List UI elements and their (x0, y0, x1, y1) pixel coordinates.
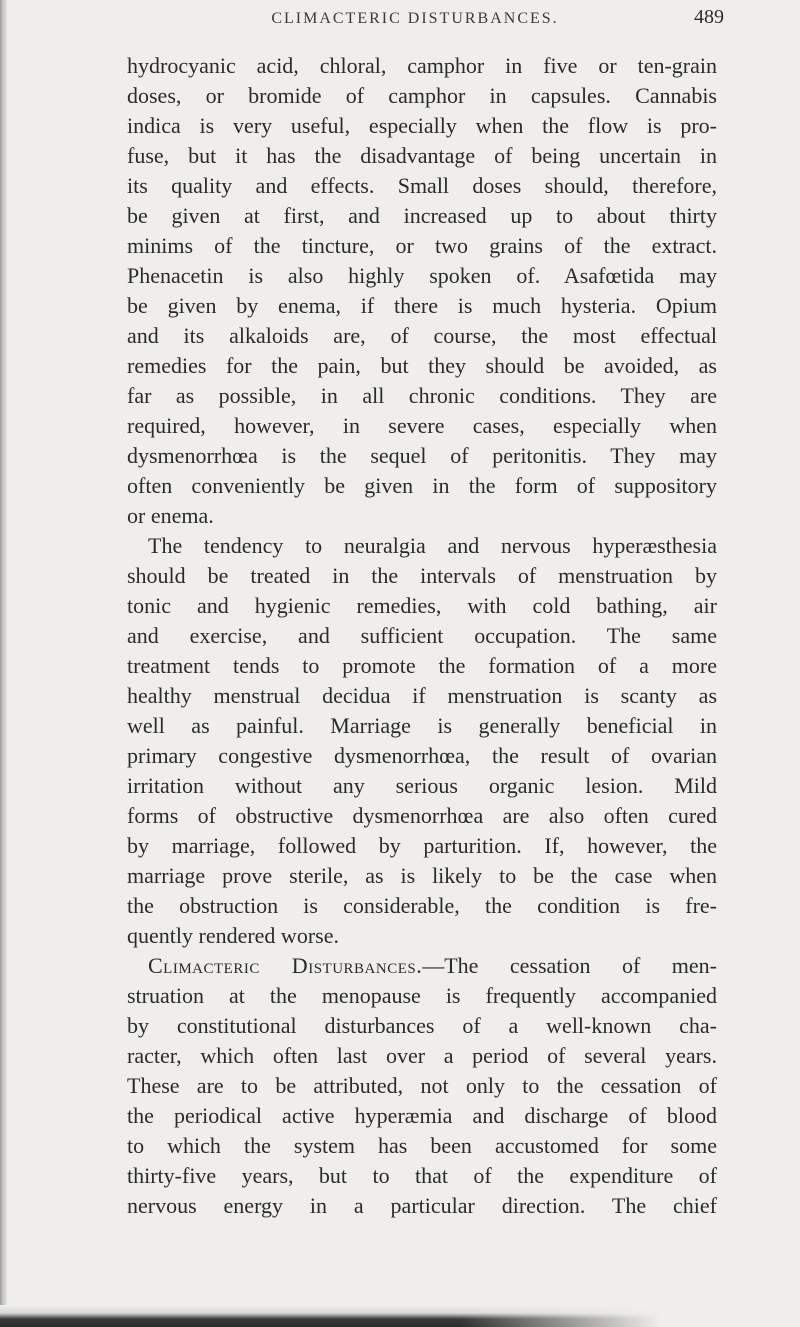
text-line: fuse, but it has the disadvantage of being uncertain in (127, 143, 717, 168)
text-line: its quality and effects. Small doses should, therefore, (127, 173, 717, 198)
text-line: thirty-five years, but to that of the expenditure of (127, 1163, 717, 1188)
running-head: CLIMACTERIC DISTURBANCES. (271, 10, 559, 27)
text-line: the periodical active hyperæmia and discharge of blood (127, 1103, 717, 1128)
text-line: quently rendered worse. (127, 923, 339, 948)
text-run: —The cessation of men- (422, 953, 717, 978)
text-line: marriage prove sterile, as is likely to be the case when (127, 863, 717, 888)
text-line: remedies for the pain, but they should be avoided, as (127, 353, 717, 378)
text-line: indica is very useful, especially when the flow is pro- (127, 113, 717, 138)
section-start-line (148, 951, 717, 981)
text-line: healthy menstrual decidua if menstruation is scanty as (127, 683, 717, 708)
text-line: be given at first, and increased up to about thirty (127, 203, 717, 228)
text-line: far as possible, in all chronic conditions. They are (127, 383, 717, 408)
text-line: or enema. (127, 503, 214, 528)
text-line: by marriage, followed by parturition. If, however, the (127, 833, 717, 858)
scan-bottom-edge-fade (460, 1305, 800, 1327)
text-line: racter, which often last over a period of several years. (127, 1043, 717, 1068)
text-line: dysmenorrhœa is the sequel of peritonitis. They may (127, 443, 717, 468)
text-line: by constitutional disturbances of a well-known cha- (127, 1013, 717, 1038)
text-line: irritation without any serious organic lesion. Mild (127, 773, 717, 798)
text-line: minims of the tincture, or two grains of the extract. (127, 233, 717, 258)
text-line: struation at the menopause is frequently accompanied (127, 983, 717, 1008)
text-line: nervous energy in a particular direction. The chief (127, 1193, 717, 1218)
text-line: The tendency to neuralgia and nervous hyperæsthesia (148, 533, 717, 558)
text-line: treatment tends to promote the formation of a more (127, 653, 717, 678)
text-line: and its alkaloids are, of course, the most effectual (127, 323, 717, 348)
text-line: doses, or bromide of camphor in capsules. Cannabis (127, 83, 717, 108)
text-line: tonic and hygienic remedies, with cold bathing, air (127, 593, 717, 618)
text-line: well as painful. Marriage is generally beneficial in (127, 713, 717, 738)
text-line: to which the system has been accustomed for some (127, 1133, 717, 1158)
text-line: be given by enema, if there is much hysteria. Opium (127, 293, 717, 318)
section-heading: Climacteric Disturbances. (148, 953, 423, 978)
text-line: primary congestive dysmenorrhœa, the result of ovarian (127, 743, 717, 768)
text-line: forms of obstructive dysmenorrhœa are also often cured (127, 803, 717, 828)
text-line: Phenacetin is also highly spoken of. Asafœtida may (127, 263, 717, 288)
text-line: the obstruction is considerable, the condition is fre- (127, 893, 717, 918)
text-line: and exercise, and sufficient occupation. The same (127, 623, 717, 648)
page-binding-edge (0, 0, 7, 1327)
text-line: often conveniently be given in the form of suppository (127, 473, 717, 498)
page-number: 489 (694, 6, 724, 28)
text-line: hydrocyanic acid, chloral, camphor in five or ten-grain (127, 53, 717, 78)
text-line: should be treated in the intervals of menstruation by (127, 563, 717, 588)
text-line: These are to be attributed, not only to the cessation of (127, 1073, 717, 1098)
text-line: required, however, in severe cases, especially when (127, 413, 717, 438)
